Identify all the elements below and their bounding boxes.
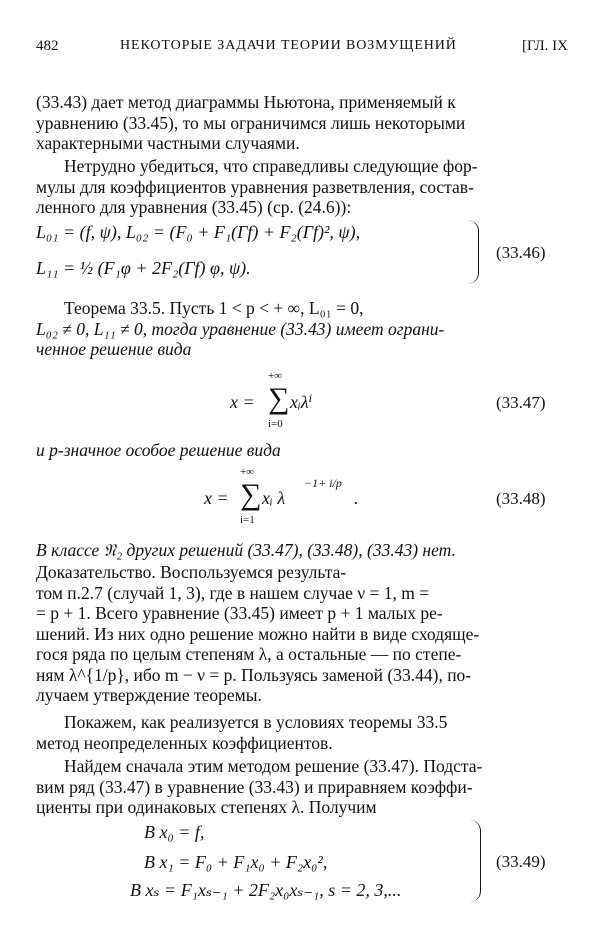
equation-33-46-line-1: L₀₁ = (f, ψ), L₀₂ = (F₀ + F₁(Γf) + F₂(Γf)², ψ), <box>36 222 361 242</box>
text-line: Нетрудно убедиться, что справедливы следующие фор- <box>64 156 478 176</box>
equation-33-47 <box>230 372 350 432</box>
sum-upper-limit: +∞ <box>268 370 283 382</box>
text-line: Найдем сначала этим методом решение (33.47). Подста- <box>64 756 483 776</box>
equation-number: (33.49) <box>496 852 546 871</box>
text-line: ням λ^{1/p}, ибо m − ν = p. Пользуясь заменой (33.44), по- <box>36 664 472 685</box>
equation-lhs: x = <box>204 488 229 508</box>
equation-brace <box>468 220 479 284</box>
equation-tail: . <box>354 488 359 508</box>
equation-brace <box>470 820 481 902</box>
equation-33-49-line-2: B x₁ = F₀ + F₁x₀ + F₂x₀², <box>144 852 328 872</box>
text-line: Покажем, как реализуется в условиях теоремы 33.5 <box>64 712 448 732</box>
paragraph-show <box>36 712 566 753</box>
text-line: лучаем утверждение теоремы. <box>36 685 262 705</box>
theorem-line: L₀₂ ≠ 0, L₁₁ ≠ 0, тогда уравнение (33.43) имеет ограни- <box>36 318 445 339</box>
paragraph-coefficients <box>36 156 566 218</box>
text-line: уравнению (33.45), то мы ограничимся лишь некоторыми <box>36 112 466 133</box>
text-line: мулы для коэффициентов уравнения разветвления, состав- <box>36 176 474 197</box>
equation-number: (33.47) <box>496 393 546 412</box>
paragraph-intro <box>36 92 566 154</box>
equation-number: (33.46) <box>496 243 546 262</box>
equation-exponent: −1+ i/p <box>304 476 342 490</box>
running-header <box>36 38 568 60</box>
equation-body: xᵢλⁱ <box>290 392 313 412</box>
sum-lower-limit: i=1 <box>240 514 255 526</box>
equation-number: (33.48) <box>496 489 546 508</box>
text-line: Доказательство. Воспользуемся результа- <box>36 562 347 582</box>
text-line: ленного для уравнения (33.45) (ср. (24.6)): <box>36 197 352 217</box>
text-line: (33.43) дает метод диаграммы Ньютона, применяемый к <box>36 92 456 112</box>
text-line: метод неопределенных коэффициентов. <box>36 732 333 753</box>
sum-symbol: ∑ <box>268 382 290 415</box>
paragraph-find <box>36 756 566 818</box>
equation-33-49-line-3: B xₛ = F₁xₛ₋₁ + 2F₂x₀xₛ₋₁, s = 2, 3,... <box>130 880 402 900</box>
text-line: том п.2.7 (случай 1, 3), где в нашем случае ν = 1, m = <box>36 582 430 603</box>
theorem-line: Теорема 33.5. Пусть 1 < p < + ∞, L₀₁ = 0, <box>64 298 364 318</box>
sum-symbol: ∑ <box>240 478 262 511</box>
equation-body: xᵢ λ <box>262 488 286 508</box>
proof-paragraph <box>36 562 566 706</box>
text-line: гося ряда по целым степеням λ, а остальные — по степе- <box>36 644 462 664</box>
text-line: и p-значное особое решение вида <box>36 440 281 460</box>
class-statement <box>36 540 566 561</box>
theorem-line: ченное решение вида <box>36 339 192 359</box>
sum-lower-limit: i=0 <box>268 418 283 430</box>
equation-lhs: x = <box>230 392 255 412</box>
running-title: НЕКОТОРЫЕ ЗАДАЧИ ТЕОРИИ ВОЗМУЩЕНИЙ <box>120 38 457 53</box>
page-number: 482 <box>36 38 59 54</box>
text-line: В классе 𝔑₂ других решений (33.47), (33.48), (33.43) нет. <box>36 540 456 560</box>
chapter-label: [ГЛ. IX <box>521 38 568 54</box>
equation-33-46-line-2: L₁₁ = ½ (F₁φ + 2F₂(Γf) φ, ψ). <box>36 258 251 278</box>
theorem-33-5 <box>36 298 566 360</box>
text-line: циенты при одинаковых степенях λ. Получим <box>36 797 377 817</box>
sum-upper-limit: +∞ <box>240 466 255 478</box>
pvalued-line <box>36 440 566 461</box>
equation-33-48 <box>204 466 384 526</box>
text-line: характерными частными случаями. <box>36 133 300 153</box>
text-line: шений. Из них одно решение можно найти в виде сходяще- <box>36 623 480 644</box>
text-line: вим ряд (33.47) в уравнение (33.43) и приравняем коэффи- <box>36 776 473 797</box>
equation-33-49-line-1: B x₀ = f, <box>144 822 205 842</box>
text-line: = p + 1. Всего уравнение (33.45) имеет p + 1 малых ре- <box>36 603 443 623</box>
